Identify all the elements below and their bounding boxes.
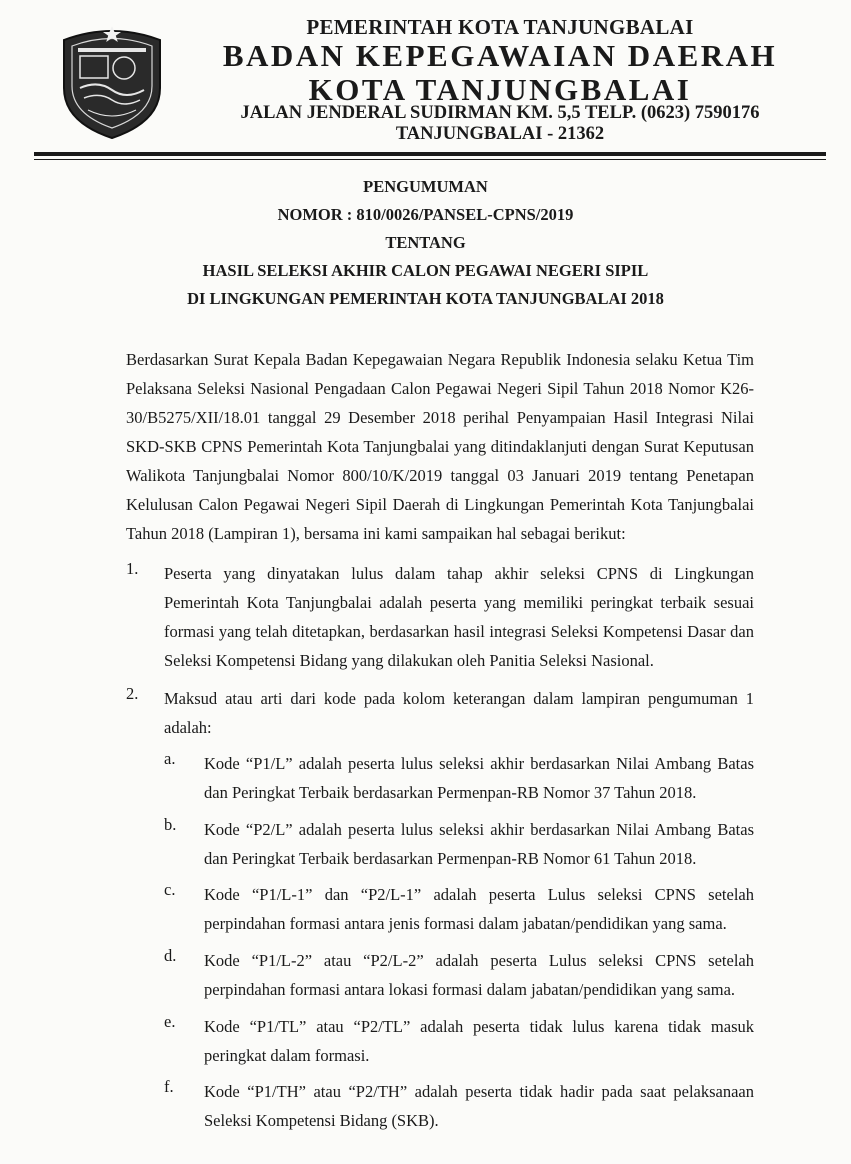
subitem-letter: e.	[164, 1012, 176, 1031]
announcement-about: TENTANG	[385, 233, 466, 252]
item-number: 2.	[126, 684, 139, 703]
item-number: 1.	[126, 559, 139, 578]
letterhead-divider-thick	[34, 152, 826, 156]
announcement-subject-line2: DI LINGKUNGAN PEMERINTAH KOTA TANJUNGBALAI 2018	[187, 289, 664, 308]
letterhead-divider-thin	[34, 159, 826, 160]
letterhead-agency: BADAN KEPEGAWAIAN DAERAH	[222, 38, 778, 73]
letterhead-government: PEMERINTAH KOTA TANJUNGBALAI	[306, 15, 694, 39]
letterhead-postal: TANJUNGBALAI - 21362	[395, 124, 605, 144]
letterhead-address: JALAN JENDERAL SUDIRMAN KM. 5,5 TELP. (0623) 7590176	[240, 103, 760, 123]
subitem-text: Kode “P1/L-1” dan “P2/L-1” adalah peserta Lulus seleksi CPNS setelah perpindahan formasi antara jenis formasi dalam jabatan/pendidikan yang sama.	[204, 885, 754, 933]
subitem-text: Kode “P1/TL” atau “P2/TL” adalah peserta tidak lulus karena tidak masuk peringkat dalam formasi.	[204, 1017, 754, 1065]
subitem-letter: f.	[164, 1077, 174, 1096]
subitem-text: Kode “P2/L” adalah peserta lulus seleksi akhir berdasarkan Nilai Ambang Batas dan Peringkat Terbaik berdasarkan Permenpan-RB Nomor 61 Tahun 2018.	[204, 820, 754, 868]
list-item: Peserta yang dinyatakan lulus dalam tahap akhir seleksi CPNS di Lingkungan Pemerintah Kota Tanjungbalai adalah peserta yang memiliki peringkat terbaik sesuai formasi yang telah ditetapkan, berdasarkan hasil integrasi Seleksi Kompetensi Dasar dan Seleksi Kompetensi Bidang yang dilakukan oleh Panitia Seleksi Nasional.	[164, 564, 754, 670]
intro-paragraph: Berdasarkan Surat Kepala Badan Kepegawaian Negara Republik Indonesia selaku Ketua Tim Pelaksana Seleksi Nasional Pengadaan Calon Pegawai Negeri Sipil Tahun 2018 Nomor K26-30/B5275/XII/18.01 tanggal 29 Desember 2018 perihal Penyampaian Hasil Integrasi Nilai SKD-SKB CPNS Pemerintah Kota Tanjungbalai yang ditindaklanjuti dengan Surat Keputusan Walikota Tanjungbalai Nomor 800/10/K/2019 tanggal 03 Januari 2019 tentang Penetapan Kelulusan Calon Pegawai Negeri Sipil Daerah di Lingkungan Pemerintah Kota Tanjungbalai Tahun 2018 (Lampiran 1), bersama ini kami sampaikan hal sebagai berikut:	[126, 350, 754, 543]
subitem-letter: d.	[164, 946, 177, 965]
letterhead-city: KOTA TANJUNGBALAI	[308, 72, 692, 107]
subitem-letter: a.	[164, 749, 176, 768]
subitem-text: Kode “P1/L” adalah peserta lulus seleksi akhir berdasarkan Nilai Ambang Batas dan Peringkat Terbaik berdasarkan Permenpan-RB Nomor 37 Tahun 2018.	[204, 754, 754, 802]
announcement-heading: PENGUMUMAN	[363, 177, 488, 196]
subitem-letter: c.	[164, 880, 176, 899]
city-emblem-icon	[58, 18, 166, 140]
announcement-subject-line1: HASIL SELEKSI AKHIR CALON PEGAWAI NEGERI SIPIL	[202, 261, 649, 280]
subitem-text: Kode “P1/L-2” atau “P2/L-2” adalah peserta Lulus seleksi CPNS setelah perpindahan formasi antara lokasi formasi dalam jabatan/pendidikan yang sama.	[204, 951, 754, 999]
announcement-number: NOMOR : 810/0026/PANSEL-CPNS/2019	[277, 205, 574, 224]
subitem-letter: b.	[164, 815, 177, 834]
list-item: Maksud atau arti dari kode pada kolom keterangan dalam lampiran pengumuman 1 adalah:	[164, 689, 754, 737]
subitem-text: Kode “P1/TH” atau “P2/TH” adalah peserta tidak hadir pada saat pelaksanaan Seleksi Kompetensi Bidang (SKB).	[204, 1082, 754, 1130]
